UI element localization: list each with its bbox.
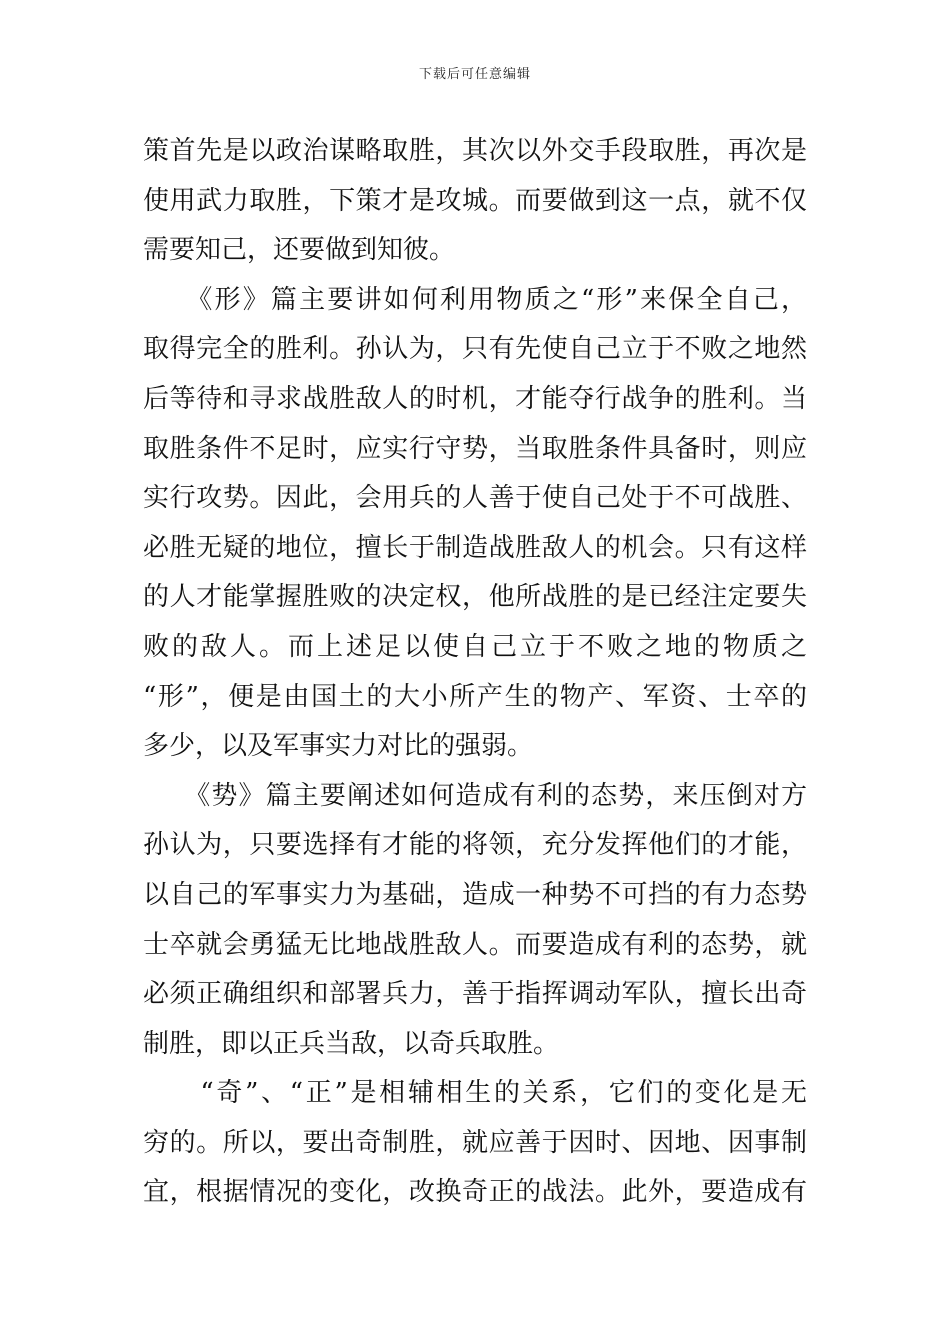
text-line: 实行攻势。因此，会用兵的人善于使自己处于不可战胜、 (143, 483, 807, 514)
text-line: 取得完全的胜利。孙认为，只有先使自己立于不败之地然 (143, 334, 807, 365)
text-line: 孙认为，只要选择有才能的将领，充分发挥他们的才能， (143, 830, 807, 861)
body-text (143, 127, 807, 1218)
paragraph (143, 127, 807, 276)
text-line: 士卒就会勇猛无比地战胜敌人。而要造成有利的态势，就 (143, 929, 807, 960)
text-line: “形”，便是由国土的大小所产生的物产、军资、士卒的 (143, 681, 807, 712)
paragraph (143, 772, 807, 1070)
paragraph (143, 1069, 807, 1218)
paragraph (143, 276, 807, 772)
text-line: 后等待和寻求战胜敌人的时机，才能夺行战争的胜利。当 (143, 383, 807, 414)
text-line: 必须正确组织和部署兵力，善于指挥调动军队，擅长出奇 (143, 979, 807, 1010)
text-line: 以自己的军事实力为基础，造成一种势不可挡的有力态势 (143, 879, 807, 910)
text-line: 取胜条件不足时，应实行守势，当取胜条件具备时，则应 (143, 433, 807, 464)
text-line: 多少，以及军事实力对比的强弱。 (143, 731, 534, 762)
text-line: 败的敌人。而上述足以使自己立于不败之地的物质之 (143, 631, 807, 662)
page-header: 下载后可任意编辑 (418, 67, 531, 82)
text-line: 《势》篇主要阐述如何造成有利的态势，来压倒对方 (143, 780, 807, 811)
text-line: 《形》篇主要讲如何利用物质之“形”来保全自己， (143, 284, 807, 315)
text-line: 的人才能掌握胜败的决定权，他所战胜的是已经注定要失 (143, 582, 807, 613)
text-line: 使用武力取胜，下策才是攻城。而要做到这一点，就不仅 (143, 185, 807, 216)
text-line: 宜，根据情况的变化，改换奇正的战法。此外，要造成有 (143, 1177, 807, 1208)
text-line: 需要知己，还要做到知彼。 (143, 235, 456, 266)
text-line: 必胜无疑的地位，擅长于制造战胜敌人的机会。只有这样 (143, 532, 807, 563)
text-line: 制胜，即以正兵当敌，以奇兵取胜。 (143, 1028, 560, 1059)
text-line: “奇”、“正”是相辅相生的关系，它们的变化是无 (143, 1078, 807, 1109)
text-line: 穷的。所以，要出奇制胜，就应善于因时、因地、因事制 (143, 1127, 807, 1158)
text-line: 策首先是以政治谋略取胜，其次以外交手段取胜，再次是 (143, 136, 807, 166)
